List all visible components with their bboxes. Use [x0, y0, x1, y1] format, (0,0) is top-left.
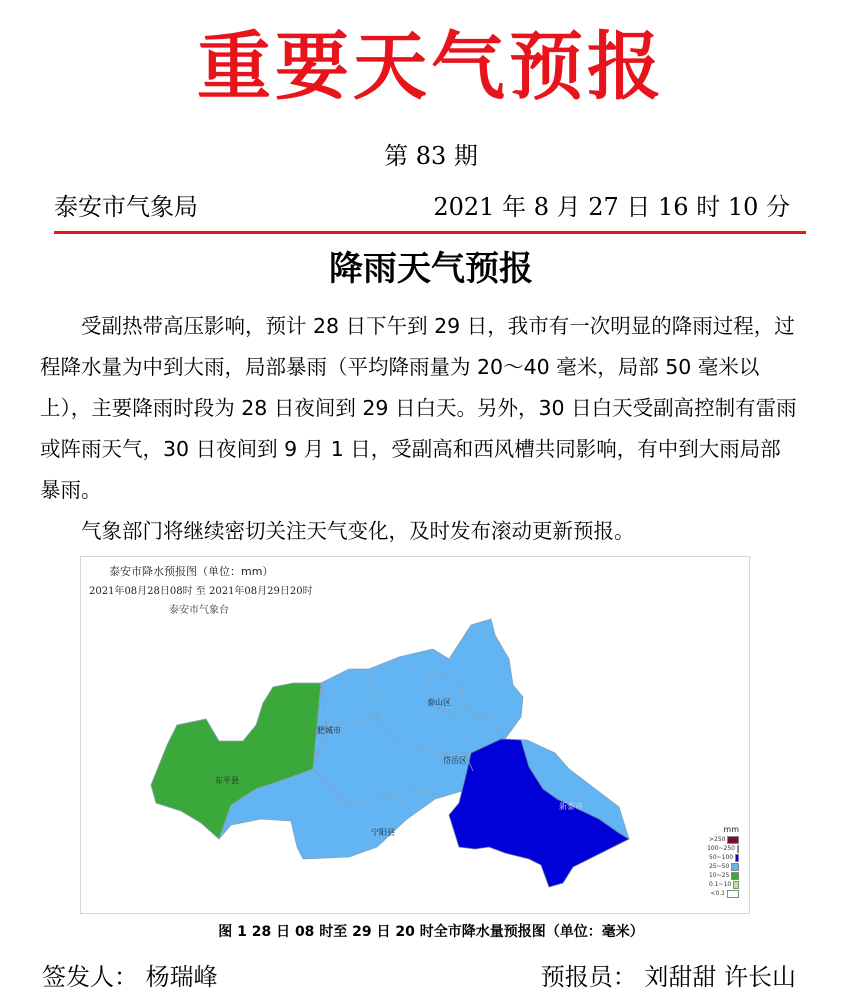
issuer-name: 泰安市气象局 — [54, 193, 198, 221]
forecasters: 预报员： 刘甜甜 许长山 — [540, 963, 796, 991]
body-paragraph: 受副热带高压影响，预计 28 日下午到 29 日，我市有一次明显的降雨过程，过程降水量为中到大雨，局部暴雨（平均降雨量为 20～40 毫米，局部 50 毫米以上），主要降雨时段为 28 日夜间到 29 日白天。另外，30 日白天受副高控制有雷雨或阵雨天气，30 日夜间到 9 月 1 日，受副高和西风槽共同影响，有中到大雨局部暴雨。 — [40, 314, 797, 502]
legend-label: 50~100 — [709, 854, 734, 861]
legend-swatch — [733, 881, 739, 889]
legend-label: >250 — [709, 836, 726, 843]
legend-swatch — [731, 872, 739, 880]
legend-label: 25~50 — [709, 863, 730, 870]
legend-swatch — [735, 854, 739, 862]
map-label-daiyue: 岱岳区 — [443, 756, 467, 765]
header-divider — [54, 231, 806, 234]
map-label-feicheng: 肥城市 — [317, 726, 341, 735]
document-title: 降雨天气预报 — [329, 249, 533, 289]
legend-item — [709, 835, 739, 844]
issue-datetime: 2021 年 8 月 27 日 16 时 10 分 — [433, 193, 790, 221]
map-label-taishan: 泰山区 — [427, 698, 451, 707]
map-period: 2021年08月28日08时 至 2021年08月29日20时 — [89, 586, 313, 597]
map-label-xintai: 新泰市 — [559, 802, 583, 811]
legend-label: 10~25 — [709, 872, 730, 879]
legend-label: 100~250 — [707, 845, 735, 852]
signer: 签发人： 杨瑞峰 — [42, 963, 218, 991]
legend-item — [709, 862, 739, 871]
legend-swatch — [727, 836, 739, 844]
legend-label: 0.1~10 — [709, 881, 732, 888]
legend-item — [709, 853, 739, 862]
legend-unit: mm — [723, 825, 739, 834]
body-paragraph: 气象部门将继续密切关注天气变化，及时发布滚动更新预报。 — [81, 519, 635, 543]
document-body — [40, 306, 800, 552]
map-label-ningyang: 宁阳县 — [371, 828, 395, 837]
legend-swatch — [737, 845, 739, 853]
issue-number: 第 83 期 — [384, 142, 478, 170]
map-title: 泰安市降水预报图（单位：mm） — [109, 565, 274, 578]
legend-item — [709, 889, 739, 898]
legend-swatch — [731, 863, 739, 871]
legend-swatch — [727, 890, 739, 898]
precipitation-map — [80, 556, 750, 914]
legend-label: <0.1 — [710, 890, 725, 897]
legend-item — [709, 880, 739, 889]
map-legend — [709, 825, 739, 898]
map-label-dongping: 东平县 — [215, 776, 239, 785]
legend-item — [709, 844, 739, 853]
map-organization: 泰安市气象台 — [169, 605, 229, 616]
figure-caption: 图 1 28 日 08 时至 29 日 20 时全市降水量预报图（单位：毫米） — [218, 924, 644, 940]
legend-item — [709, 871, 739, 880]
masthead-title: 重要天气预报 — [197, 24, 665, 110]
region-map-svg — [81, 557, 749, 913]
